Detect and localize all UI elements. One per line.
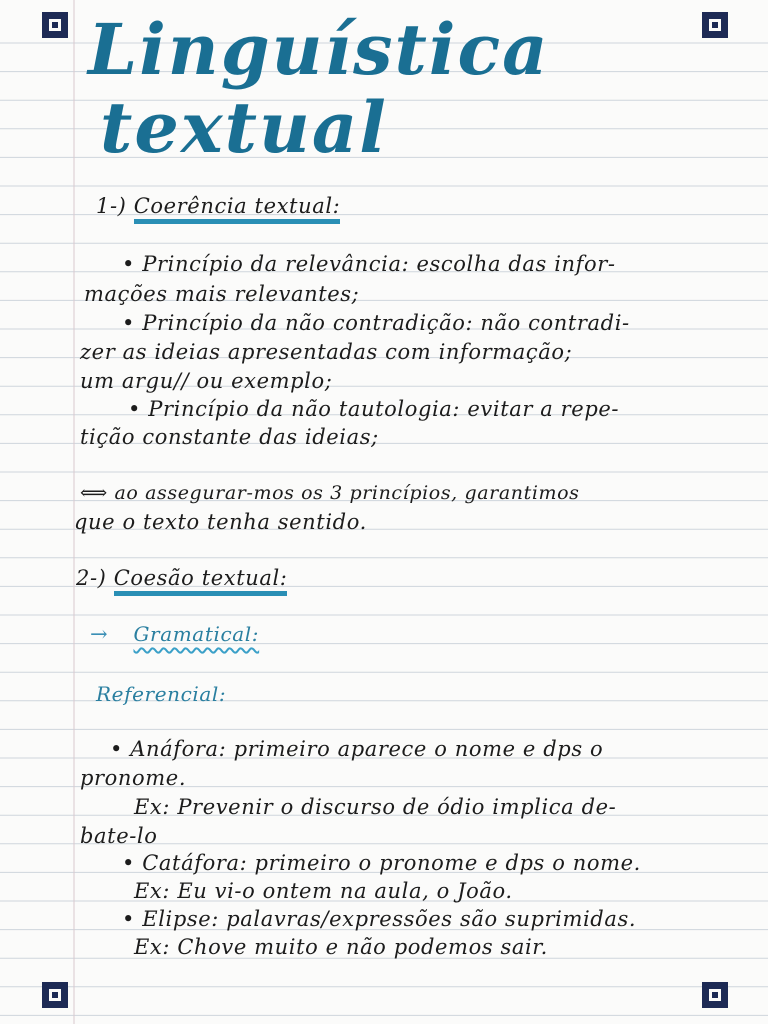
section1-line-2: mações mais relevantes; <box>84 282 360 306</box>
corner-marker-bottom-right <box>702 982 728 1008</box>
section1-line-5: um argu// ou exemplo; <box>80 369 333 393</box>
section2-line-3: Ex: Prevenir o discurso de ódio implica de- <box>134 795 617 819</box>
section2-line-4: bate-lo <box>80 824 158 848</box>
section2-line-1: • Anáfora: primeiro aparece o nome e dps o <box>110 737 604 761</box>
section1-line-4: zer as ideias apresentadas com informação; <box>80 340 573 364</box>
section2-line-2: pronome. <box>80 766 187 790</box>
section1-conclusion-2: que o texto tenha sentido. <box>74 510 367 534</box>
section1-number: 1-) <box>96 194 127 218</box>
referencial-label: Referencial: <box>96 682 227 706</box>
section2-line-5: • Catáfora: primeiro o pronome e dps o nome. <box>122 851 641 875</box>
section1-line-6: • Princípio da não tautologia: evitar a repe- <box>128 397 620 421</box>
section2-heading-row <box>76 566 287 590</box>
section1-heading-row <box>96 194 340 218</box>
title-line-2: textual <box>100 86 388 169</box>
section2-line-7: • Elipse: palavras/expressões são suprimidas. <box>122 907 637 931</box>
section2-heading: Coesão textual: <box>114 566 288 596</box>
section1-line-1: • Princípio da relevância: escolha das infor- <box>122 252 616 276</box>
section1-line-3: • Princípio da não contradição: não contradi- <box>122 311 630 335</box>
corner-marker-bottom-left <box>42 982 68 1008</box>
section2-number: 2-) <box>76 566 107 590</box>
title-line-1: Linguística <box>88 8 550 91</box>
section1-conclusion-1: ⟺ ao assegurar-mos os 3 princípios, garantimos <box>80 482 580 504</box>
section2-line-6: Ex: Eu vi-o ontem na aula, o João. <box>134 879 513 903</box>
corner-marker-top-left <box>42 12 68 38</box>
corner-marker-top-right <box>702 12 728 38</box>
right-arrow-icon: → <box>90 622 109 646</box>
gramatical-subheading: Gramatical: <box>133 622 260 646</box>
gramatical-row <box>90 622 259 646</box>
section1-line-7: tição constante das ideias; <box>80 425 379 449</box>
section2-line-8: Ex: Chove muito e não podemos sair. <box>134 935 548 959</box>
section1-heading: Coerência textual: <box>134 194 341 224</box>
